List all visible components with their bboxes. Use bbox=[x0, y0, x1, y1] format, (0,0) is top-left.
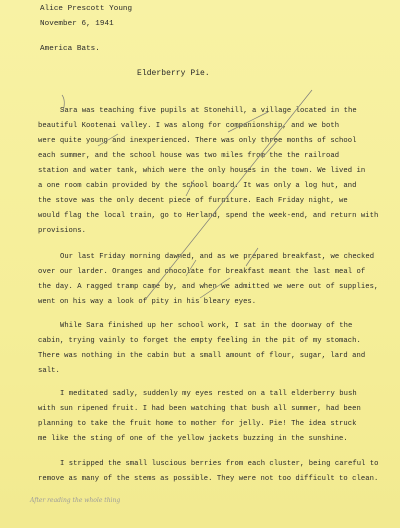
author-line: Alice Prescott Young bbox=[40, 5, 133, 13]
body-line: There was nothing in the cabin but a small amount of flour, sugar, lard and bbox=[38, 352, 366, 360]
body-line: provisions. bbox=[38, 227, 86, 235]
story-title: Elderberry Pie. bbox=[137, 69, 210, 78]
date-line: November 6, 1941 bbox=[40, 20, 114, 28]
pencil-footnote: After reading the whole thing bbox=[30, 497, 121, 504]
body-line: Our last Friday morning dawned, and as we prepared breakfast, we checked bbox=[60, 253, 375, 261]
body-line: a one room cabin provided by the school board. It was only a log hut, and bbox=[38, 182, 357, 190]
body-line: beautiful Kootenai valley. I was along for companionship, and we both bbox=[38, 122, 340, 130]
body-line: salt. bbox=[38, 367, 60, 375]
body-line: the stove was the only decent piece of furniture. Each Friday night, we bbox=[38, 197, 348, 205]
body-line: went on his way a look of pity in his bleary eyes. bbox=[38, 298, 257, 306]
body-line: the day. A ragged tramp came by, and when we admitted we were out of supplies, bbox=[38, 283, 379, 291]
body-line: remove as many of the stems as possible. They were not too difficult to clean. bbox=[38, 475, 379, 483]
body-line: me like the sting of one of the yellow jackets buzzing in the sunshine. bbox=[38, 435, 348, 443]
body-line: While Sara finished up her school work, I sat in the doorway of the bbox=[60, 322, 353, 330]
body-line: Sara was teaching five pupils at Stonehill, a village located in the bbox=[60, 107, 357, 115]
body-line: I stripped the small luscious berries from each cluster, being careful to bbox=[60, 460, 379, 468]
body-line: I meditated sadly, suddenly my eyes rested on a tall elderberry bush bbox=[60, 390, 357, 398]
body-line: over our larder. Oranges and chocolate for breakfast meant the last meal of bbox=[38, 268, 366, 276]
body-line: station and water tank, which were the only houses in the town. We lived in bbox=[38, 167, 366, 175]
body-line: with sun ripened fruit. I had been watching that bush all summer, had been bbox=[38, 405, 361, 413]
body-line: planning to take the fruit home to mother for jelly. Pie! The idea struck bbox=[38, 420, 357, 428]
body-line: cabin, trying vainly to forget the empty feeling in the pit of my stomach. bbox=[38, 337, 361, 345]
location-line: America Bats. bbox=[40, 45, 100, 53]
body-line: were quite young and inexperienced. There was only three months of school bbox=[38, 137, 357, 145]
body-line: would flag the local train, go to Herland, spend the week-end, and return with bbox=[38, 212, 379, 220]
body-line: each summer, and the school house was two miles from the the railroad bbox=[38, 152, 340, 160]
